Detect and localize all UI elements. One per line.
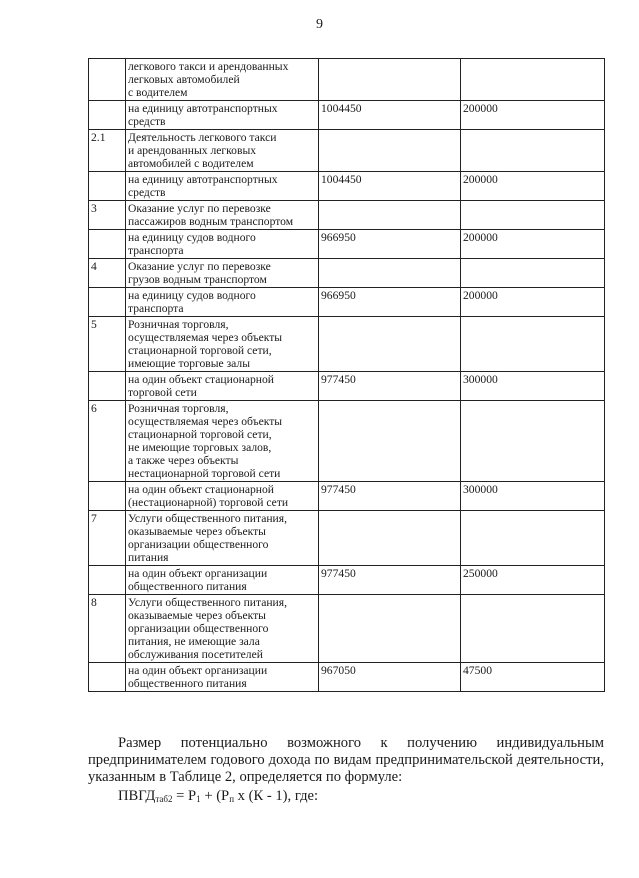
activity-name-cell: Оказание услуг по перевозке пассажиров водным транспортом bbox=[126, 201, 319, 230]
income-value-2-cell bbox=[461, 130, 605, 172]
row-number-cell bbox=[89, 172, 126, 201]
page-number: 9 bbox=[316, 17, 323, 32]
income-value-1-cell bbox=[319, 130, 461, 172]
income-value-2-cell: 200000 bbox=[461, 101, 605, 130]
table-row bbox=[89, 663, 605, 692]
income-value-1-cell: 977450 bbox=[319, 482, 461, 511]
activity-name-cell: Розничная торговля, осуществляемая через объекты стационарной торговой сети, имеющие торговые залы bbox=[126, 317, 319, 372]
activity-name-cell: на один объект стационарной (нестационарной) торговой сети bbox=[126, 482, 319, 511]
activity-name-cell: легкового такси и арендованных легковых автомобилей с водителем bbox=[126, 59, 319, 101]
income-value-2-cell bbox=[461, 59, 605, 101]
activity-name-cell: на один объект стационарной торговой сети bbox=[126, 372, 319, 401]
income-value-2-cell: 300000 bbox=[461, 372, 605, 401]
income-value-2-cell bbox=[461, 401, 605, 482]
income-value-1-cell: 967050 bbox=[319, 663, 461, 692]
activity-name-cell: Деятельность легкового такси и арендованных легковых автомобилей с водителем bbox=[126, 130, 319, 172]
activity-name-cell: на единицу судов водного транспорта bbox=[126, 288, 319, 317]
table-row bbox=[89, 401, 605, 482]
table-row bbox=[89, 130, 605, 172]
table-row bbox=[89, 259, 605, 288]
row-number-cell bbox=[89, 566, 126, 595]
income-table-body bbox=[89, 59, 605, 692]
income-value-1-cell: 977450 bbox=[319, 372, 461, 401]
income-value-1-cell bbox=[319, 401, 461, 482]
formula-subscript-1: 1 bbox=[196, 794, 201, 804]
income-value-1-cell: 1004450 bbox=[319, 101, 461, 130]
activity-name-cell: Розничная торговля, осуществляемая через объекты стационарной торговой сети, не имеющие торговых залов, а также через объекты нестационарной торговой сети bbox=[126, 401, 319, 482]
table-row bbox=[89, 595, 605, 663]
activity-name-cell: Услуги общественного питания, оказываемые через объекты организации общественного питания, не имеющие зала обслуживания посетителей bbox=[126, 595, 319, 663]
row-number-cell: 7 bbox=[89, 511, 126, 566]
formula-line bbox=[88, 788, 604, 808]
income-value-2-cell: 300000 bbox=[461, 482, 605, 511]
income-value-2-cell: 200000 bbox=[461, 172, 605, 201]
activity-name-cell: на один объект организации общественного питания bbox=[126, 566, 319, 595]
row-number-cell: 6 bbox=[89, 401, 126, 482]
paragraph-text: Размер потенциально возможного к получению индивидуальным предпринимателем годового дохода по видам предпринимательской деятельности, указанным в Таблице 2, определяется по формуле: bbox=[88, 735, 604, 785]
income-value-2-cell: 200000 bbox=[461, 230, 605, 259]
formula-part-3: х (К - 1), где: bbox=[234, 788, 319, 804]
table-row bbox=[89, 511, 605, 566]
row-number-cell: 3 bbox=[89, 201, 126, 230]
activity-name-cell: Услуги общественного питания, оказываемые через объекты организации общественного питания bbox=[126, 511, 319, 566]
income-value-2-cell bbox=[461, 511, 605, 566]
income-value-2-cell: 200000 bbox=[461, 288, 605, 317]
row-number-cell: 4 bbox=[89, 259, 126, 288]
income-value-1-cell bbox=[319, 595, 461, 663]
income-value-1-cell bbox=[319, 201, 461, 230]
income-value-2-cell bbox=[461, 317, 605, 372]
row-number-cell bbox=[89, 663, 126, 692]
formula-lhs: ПВГД bbox=[118, 788, 156, 804]
row-number-cell: 2.1 bbox=[89, 130, 126, 172]
income-value-1-cell bbox=[319, 259, 461, 288]
table-row bbox=[89, 288, 605, 317]
income-value-1-cell: 966950 bbox=[319, 230, 461, 259]
activity-name-cell: на один объект организации общественного питания bbox=[126, 663, 319, 692]
row-number-cell bbox=[89, 59, 126, 101]
income-value-1-cell bbox=[319, 317, 461, 372]
income-value-1-cell: 966950 bbox=[319, 288, 461, 317]
income-value-2-cell: 47500 bbox=[461, 663, 605, 692]
formula-subscript-2: п bbox=[229, 794, 235, 804]
income-value-2-cell: 250000 bbox=[461, 566, 605, 595]
income-value-2-cell bbox=[461, 595, 605, 663]
table-row bbox=[89, 372, 605, 401]
income-table bbox=[88, 58, 605, 692]
table-row bbox=[89, 566, 605, 595]
table-row bbox=[89, 172, 605, 201]
table-row bbox=[89, 101, 605, 130]
table-row bbox=[89, 230, 605, 259]
activity-name-cell: на единицу автотранспортных средств bbox=[126, 101, 319, 130]
row-number-cell bbox=[89, 101, 126, 130]
income-value-1-cell bbox=[319, 511, 461, 566]
table-row bbox=[89, 201, 605, 230]
row-number-cell: 5 bbox=[89, 317, 126, 372]
row-number-cell bbox=[89, 288, 126, 317]
table-row bbox=[89, 59, 605, 101]
row-number-cell: 8 bbox=[89, 595, 126, 663]
formula-part-1: = Р bbox=[172, 788, 197, 804]
income-value-1-cell: 1004450 bbox=[319, 172, 461, 201]
table-row bbox=[89, 482, 605, 511]
income-value-1-cell bbox=[319, 59, 461, 101]
income-value-1-cell: 977450 bbox=[319, 566, 461, 595]
row-number-cell bbox=[89, 482, 126, 511]
activity-name-cell: на единицу автотранспортных средств bbox=[126, 172, 319, 201]
activity-name-cell: на единицу судов водного транспорта bbox=[126, 230, 319, 259]
income-value-2-cell bbox=[461, 201, 605, 230]
formula-lhs-subscript: таб2 bbox=[155, 794, 173, 804]
row-number-cell bbox=[89, 230, 126, 259]
income-value-2-cell bbox=[461, 259, 605, 288]
formula-part-2: + (Р bbox=[200, 788, 230, 804]
table-row bbox=[89, 317, 605, 372]
activity-name-cell: Оказание услуг по перевозке грузов водным транспортом bbox=[126, 259, 319, 288]
row-number-cell bbox=[89, 372, 126, 401]
